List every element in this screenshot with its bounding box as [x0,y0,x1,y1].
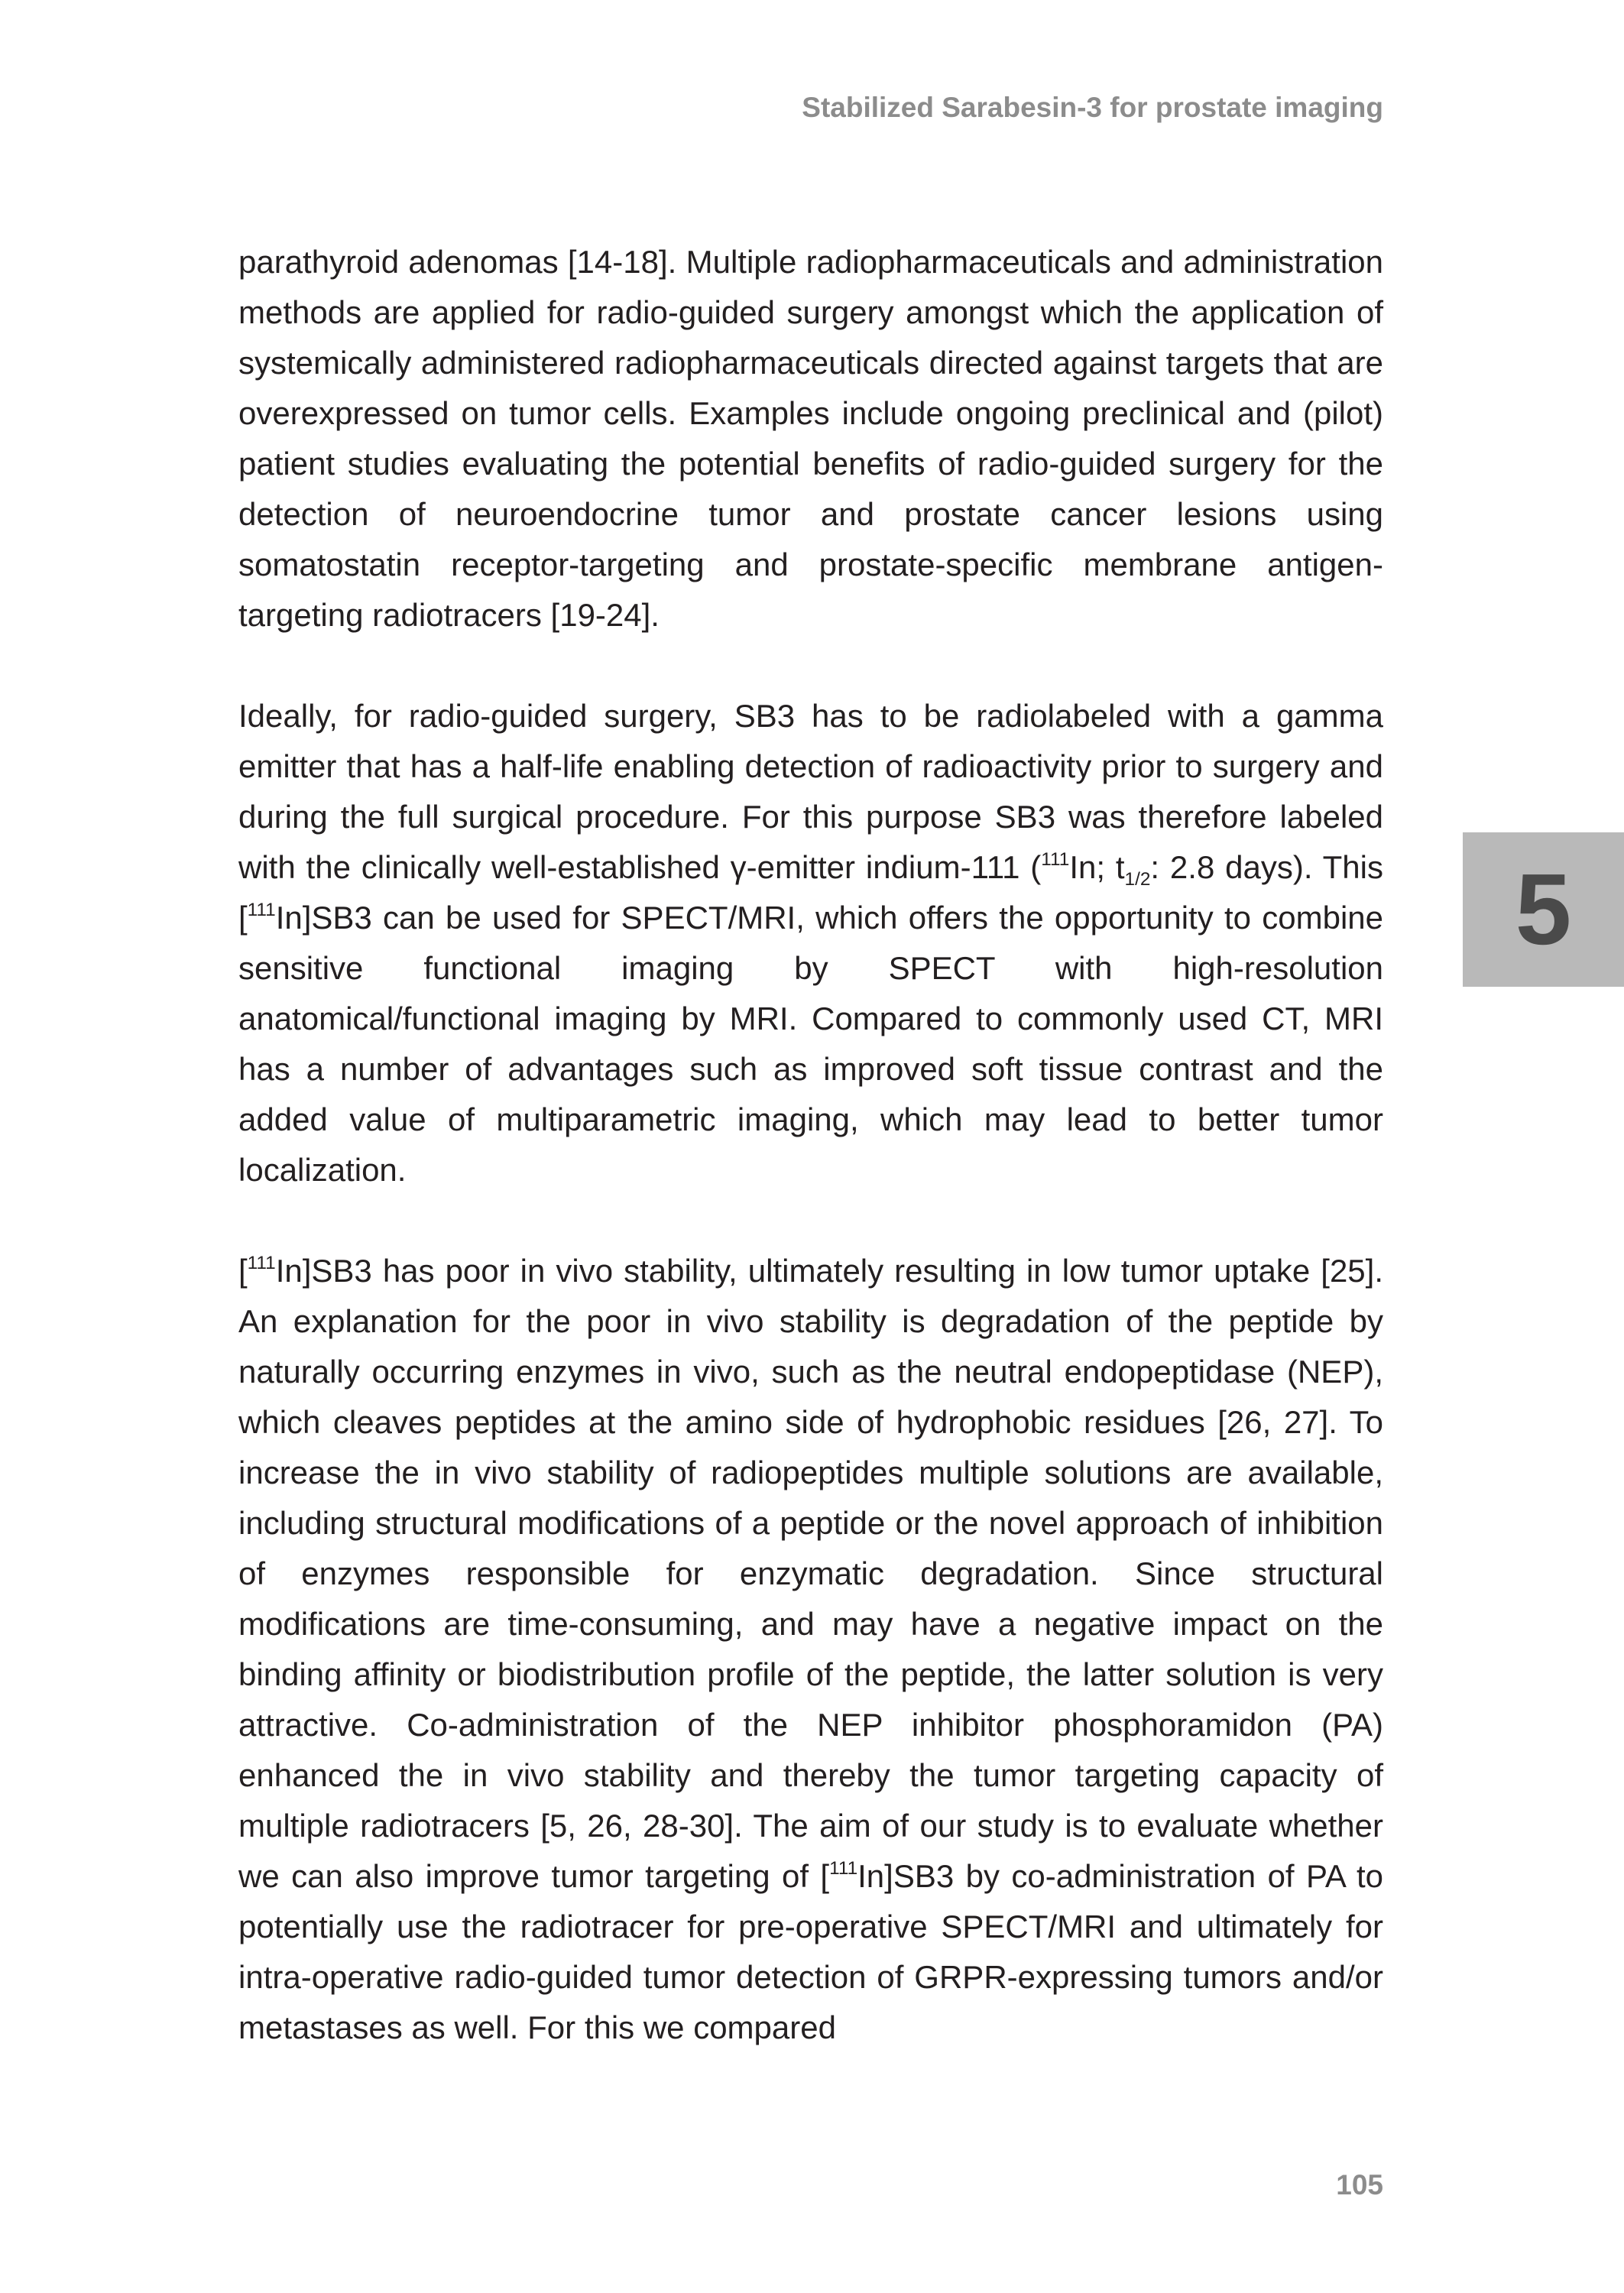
body-text [238,237,1383,2053]
paragraph-2-segment: In; t [1069,849,1125,885]
chapter-number: 5 [1515,853,1572,965]
paragraph-2-segment: In]SB3 can be used for SPECT/MRI, which offers the opportunity to combine sensitive functional imaging by SPECT with high-resolution anatomical/functional imaging by MRI. Compared to commonly used CT, MRI has a number of advantages such as improved soft tissue contrast and the added value of multiparametric imaging, which may lead to better tumor localization. [238,900,1383,1188]
paragraph-2-segment: Ideally, for radio-guided surgery, SB3 has to be radiolabeled with a gamma emitter that has a half-life enabling detection of radioactivity prior to surgery and during the full surgical procedure. For this purpose SB3 was therefore labeled with the clinically well-established γ-emitter indium-111 ( [238,698,1383,885]
isotope-superscript: 111 [247,1252,276,1273]
isotope-superscript: 111 [1041,848,1070,870]
half-life-subscript: 1/2 [1124,868,1151,890]
paragraph-3-segment: In]SB3 by co-administration of PA to potentially use the radiotracer for pre-operative SPECT/MRI and ultimately for intra-operative radio-guided tumor detection of GRPR-expressing tumors and/or metastases as well. For this we compared [238,1858,1383,2045]
paragraph-2 [238,691,1383,1195]
isotope-superscript: 111 [247,899,276,920]
isotope-superscript: 111 [829,1857,858,1879]
paragraph-1-text: parathyroid adenomas [14-18]. Multiple radiopharmaceuticals and administration methods are applied for radio-guided surgery amongst which the application of systemically administered radiopharmaceuticals directed against targets that are overexpressed on tumor cells. Examples include ongoing preclinical and (pilot) patient studies evaluating the potential benefits of radio-guided surgery for the detection of neuroendocrine tumor and prostate cancer lesions using somatostatin receptor-targeting and prostate-specific membrane antigen-targeting radiotracers [19-24]. [238,244,1383,633]
paragraph-3 [238,1246,1383,2053]
chapter-tab [1463,832,1624,987]
page-number: 105 [1336,2169,1383,2201]
paragraph-3-segment: In]SB3 has poor in vivo stability, ultimately resulting in low tumor uptake [25]. An explanation for the poor in vivo stability is degradation of the peptide by naturally occurring enzymes in vivo, such as the neutral endopeptidase (NEP), which cleaves peptides at the amino side of hydrophobic residues [26, 27]. To increase the in vivo stability of radiopeptides multiple solutions are available, including structural modifications of a peptide or the novel approach of inhibition of enzymes responsible for enzymatic degradation. Since structural modifications are time-consuming, and may have a negative impact on the binding affinity or biodistribution profile of the peptide, the latter solution is very attractive. Co-administration of the NEP inhibitor phosphoramidon (PA) enhanced the in vivo stability and thereby the tumor targeting capacity of multiple radiotracers [5, 26, 28-30]. The aim of our study is to evaluate whether we can also improve tumor targeting of [ [238,1253,1383,1894]
paragraph-2-segment: : 2.8 days). This [ [238,849,1383,936]
running-header: Stabilized Sarabesin-3 for prostate imaging [802,92,1383,123]
paragraph-1 [238,237,1383,641]
paragraph-3-segment: [ [238,1253,248,1289]
